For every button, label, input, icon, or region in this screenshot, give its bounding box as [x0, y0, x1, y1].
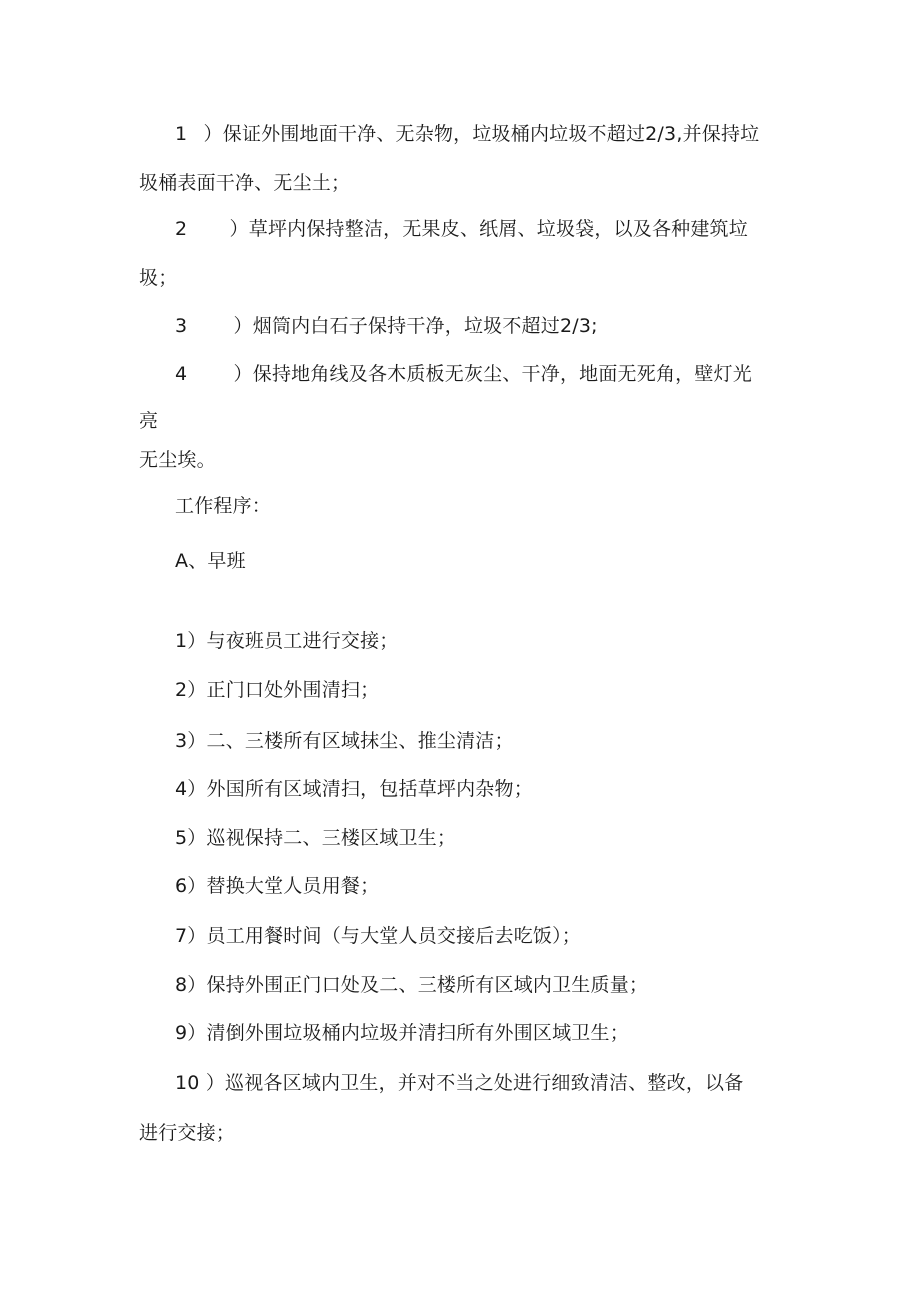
item-text: ）保证外围地面干净、无杂物，垃圾桶内垃圾不超过2/3,并保持垃 [203, 123, 760, 145]
item-text: ）烟筒内白石子保持干净，垃圾不超过2/3; [233, 315, 598, 337]
item-text: ）草坪内保持整洁，无果皮、纸屑、垃圾袋，以及各种建筑垃 [229, 218, 748, 240]
standard-item-4-continued-2: 无尘埃。 [139, 449, 216, 471]
standard-item-3 [175, 314, 598, 338]
standard-item-2-continued: 圾； [139, 267, 178, 289]
standard-item-4 [175, 362, 752, 386]
standard-item-1 [175, 122, 759, 146]
procedure-step-9: 9）清倒外围垃圾桶内垃圾并清扫所有外围区域卫生； [175, 1022, 629, 1044]
procedure-step-10: 10 ）巡视各区域内卫生，并对不当之处进行细致清洁、整改，以备 [175, 1072, 744, 1094]
item-number: 4 [175, 363, 188, 385]
procedure-step-1: 1）与夜班员工进行交接； [175, 630, 399, 652]
procedure-heading: 工作程序： [175, 495, 272, 517]
procedure-step-10-continued: 进行交接； [139, 1122, 236, 1144]
item-number: 1 [175, 123, 188, 145]
procedure-step-7: 7）员工用餐时间（与大堂人员交接后去吃饭）； [175, 925, 581, 947]
procedure-step-4: 4）外国所有区域清扫，包括草坪内杂物； [175, 778, 533, 800]
procedure-step-8: 8）保持外围正门口处及二、三楼所有区域内卫生质量； [175, 974, 649, 996]
procedure-step-5: 5）巡视保持二、三楼区域卫生； [175, 827, 457, 849]
standard-item-4-continued: 亮 [139, 410, 159, 432]
item-number: 3 [175, 315, 188, 337]
procedure-step-2: 2）正门口处外围清扫； [175, 679, 380, 701]
procedure-step-6: 6）替换大堂人员用餐； [175, 875, 380, 897]
shift-label: A、早班 [175, 550, 246, 572]
standard-item-1-continued: 圾桶表面干净、无尘土； [139, 172, 351, 194]
item-number: 2 [175, 218, 188, 240]
procedure-step-3: 3）二、三楼所有区域抹尘、推尘清洁； [175, 730, 514, 752]
item-text: ）保持地角线及各木质板无灰尘、干净，地面无死角，壁灯光 [233, 363, 752, 385]
standard-item-2 [175, 217, 748, 241]
